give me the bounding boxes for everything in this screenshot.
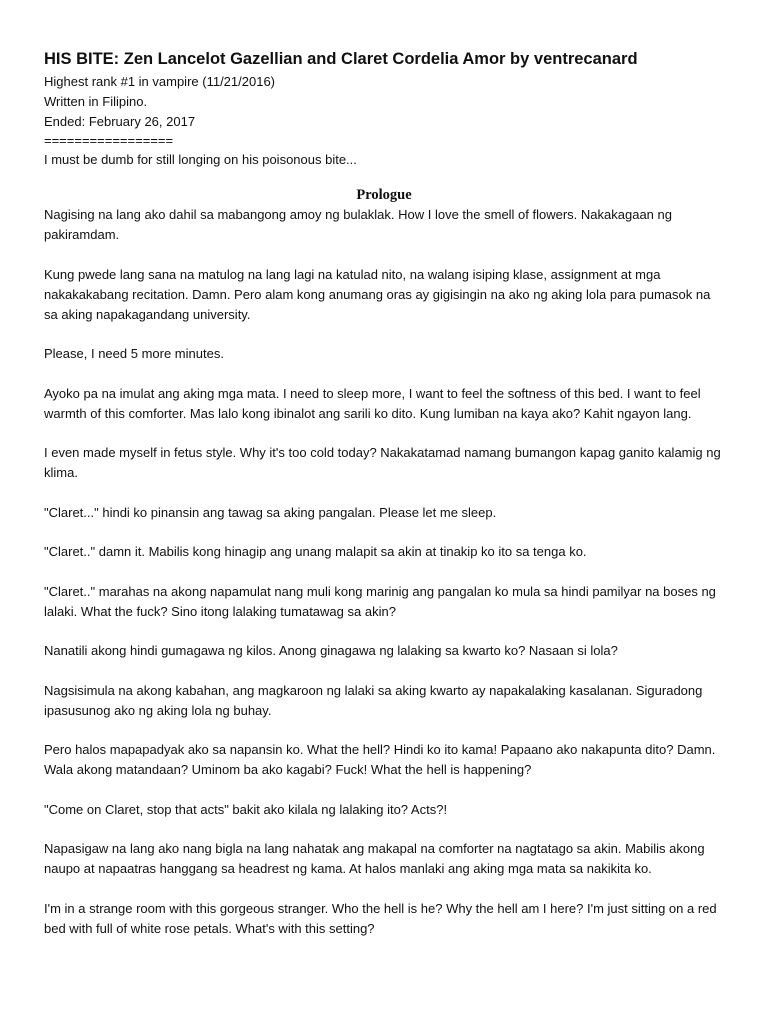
chapter-heading: Prologue	[356, 187, 412, 203]
paragraph: "Claret.." damn it. Mabilis kong hinagip ang unang malapit sa akin at tinakip ko ito sa tenga ko.	[44, 544, 587, 559]
paragraph: Kung pwede lang sana na matulog na lang lagi na katulad nito, na walang isiping klase, assignment at mga nakakakabang recitation. Damn. Pero alam kong anumang oras ay gigisingin na ako ng aking lola para pumasok na sa aking napakagandang university.	[44, 266, 711, 322]
document-title: HIS BITE: Zen Lancelot Gazellian and Claret Cordelia Amor by ventrecanard	[44, 50, 638, 68]
paragraph: Nagsisimula na akong kabahan, ang magkaroon ng lalaki sa aking kwarto ay napakalaking kasalanan. Siguradong ipasusunog ako ng aking lola ng buhay.	[44, 682, 703, 718]
meta-language: Written in Filipino.	[44, 94, 148, 109]
story-body	[44, 205, 724, 939]
paragraph: Nanatili akong hindi gumagawa ng kilos. Anong ginagawa ng lalaking sa kwarto ko? Nasaan si lola?	[44, 643, 618, 658]
paragraph: "Claret..." hindi ko pinansin ang tawag sa aking pangalan. Please let me sleep.	[44, 504, 497, 520]
paragraph: Ayoko pa na imulat ang aking mga mata. I need to sleep more, I want to feel the softness of this bed. I want to feel warmth of this comforter. Mas lalo kong ibinalot ang sarili ko dito. Kung lumiban na kaya ako? Kahit ngayon lang.	[44, 385, 701, 421]
paragraph: Napasigaw na lang ako nang bigla na lang nahatak ang makapal na comforter na nagtatago sa akin. Mabilis akong naupo at napaatras hanggang sa headrest ng kama. At halos manlaki ang aking mga mata sa nakikita ko.	[44, 841, 705, 876]
meta-ended-date: Ended: February 26, 2017	[44, 114, 196, 129]
meta-rank: Highest rank #1 in vampire (11/21/2016)	[44, 74, 275, 89]
paragraph: Pero halos mapapadyak ako sa napansin ko. What the hell? Hindi ko ito kama! Papaano ako nakapunta dito? Damn. Wala akong matandaan? Uminom ba ako kagabi? Fuck! What the hell is happening?	[44, 742, 716, 777]
paragraph: "Claret.." marahas na akong napamulat nang muli kong marinig ang pangalan ko mula sa hindi pamilyar na boses ng lalaki. What the fuck? Sino itong lalaking tumatawag sa akin?	[44, 583, 716, 619]
paragraph: I even made myself in fetus style. Why it's too cold today? Nakakatamad namang bumangon kapag ganito kalamig ng klima.	[44, 445, 721, 480]
tagline: I must be dumb for still longing on his poisonous bite...	[44, 152, 357, 167]
paragraph: Please, I need 5 more minutes.	[44, 346, 224, 361]
separator-line: =================	[44, 133, 174, 148]
paragraph: I'm in a strange room with this gorgeous stranger. Who the hell is he? Why the hell am I here? I'm just sitting on a red bed with full of white rose petals. What's with this setting?	[44, 900, 717, 936]
paragraph: "Come on Claret, stop that acts" bakit ako kilala ng lalaking ito? Acts?!	[44, 801, 448, 817]
paragraph: Nagising na lang ako dahil sa mabangong amoy ng bulaklak. How I love the smell of flowers. Nakakagaan ng pakiramdam.	[44, 207, 672, 242]
